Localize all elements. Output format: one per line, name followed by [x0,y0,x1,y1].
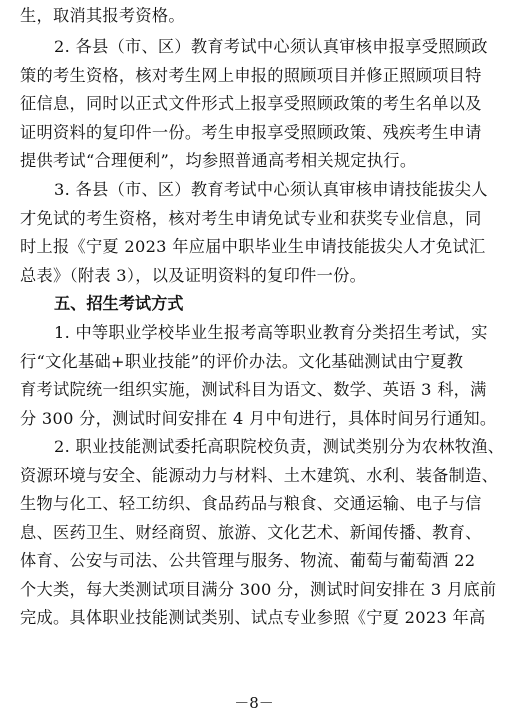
text-line: 体育、公安与司法、公共管理与服务、物流、葡萄与葡萄酒 22 [20,551,476,570]
text-line: 息、医药卫生、财经商贸、旅游、文化艺术、新闻传播、教育、 [20,522,482,542]
text-line: 2. 各县（市、区）教育考试中心须认真审核申报享受照顾政 [54,37,488,56]
text-line: 征信息，同时以正式文件形式上报享受照顾政策的考生名单以及 [20,94,482,113]
text-line: 育考试院统一组织实施，测试科目为语文、数学、英语 3 科，满 [20,380,487,399]
text-line: 完成。具体职业技能测试类别、试点专业参照《宁夏 2023 年高 [20,608,486,627]
text-line: 2. 职业技能测试委托高职院校负责，测试类别分为农林牧渔、 [54,437,505,456]
text-line: 个大类，每大类测试项目满分 300 分，测试时间安排在 3 月底前 [20,579,497,599]
paragraph-item-3 [20,176,490,290]
text-line: 3. 各县（市、区）教育考试中心须认真审核申请技能拔尖人 [54,180,488,199]
text-line: 行“文化基础+职业技能”的评价办法。文化基础测试由宁夏教 [20,351,464,371]
paragraph-section5-item-2 [20,433,505,633]
text-line: 生物与化工、轻工纺织、食品药品与粮食、交通运输、电子与信 [20,494,482,513]
page-number: －8－ [234,694,274,712]
text-line: 资源环境与安全、能源动力与材料、土木建筑、水利、装备制造、 [20,465,499,485]
text-line: 策的考生资格，核对考生网上申报的照顾项目并修正照顾项目特 [20,65,482,85]
text-line: 总表》（附表 3），以及证明资料的复印件一份。 [20,265,367,285]
text-line: 1. 中等职业学校毕业生报考高等职业教育分类招生考试，实 [54,323,488,342]
text-line: 才免试的考生资格，核对考生申请免试专业和获奖专业信息，同 [20,208,482,228]
paragraph-continuation [20,2,490,31]
text-line: 证明资料的复印件一份。考生申报享受照顾政策、残疾考生申请 [20,122,482,142]
text-line: 时上报《宁夏 2023 年应届中职毕业生申请技能拔尖人才免试汇 [20,237,486,256]
paragraph-section5-item-1 [20,319,497,433]
text-line: 分 300 分，测试时间安排在 4 月中旬进行，具体时间另行通知。 [20,408,497,428]
text-line: 生，取消其报考资格。 [20,6,185,25]
paragraph-item-2 [20,33,490,176]
text-line: 提供考试“合理便利”，均参照普通高考相关规定执行。 [20,151,417,170]
section-heading: 五、招生考试方式 [54,294,184,313]
